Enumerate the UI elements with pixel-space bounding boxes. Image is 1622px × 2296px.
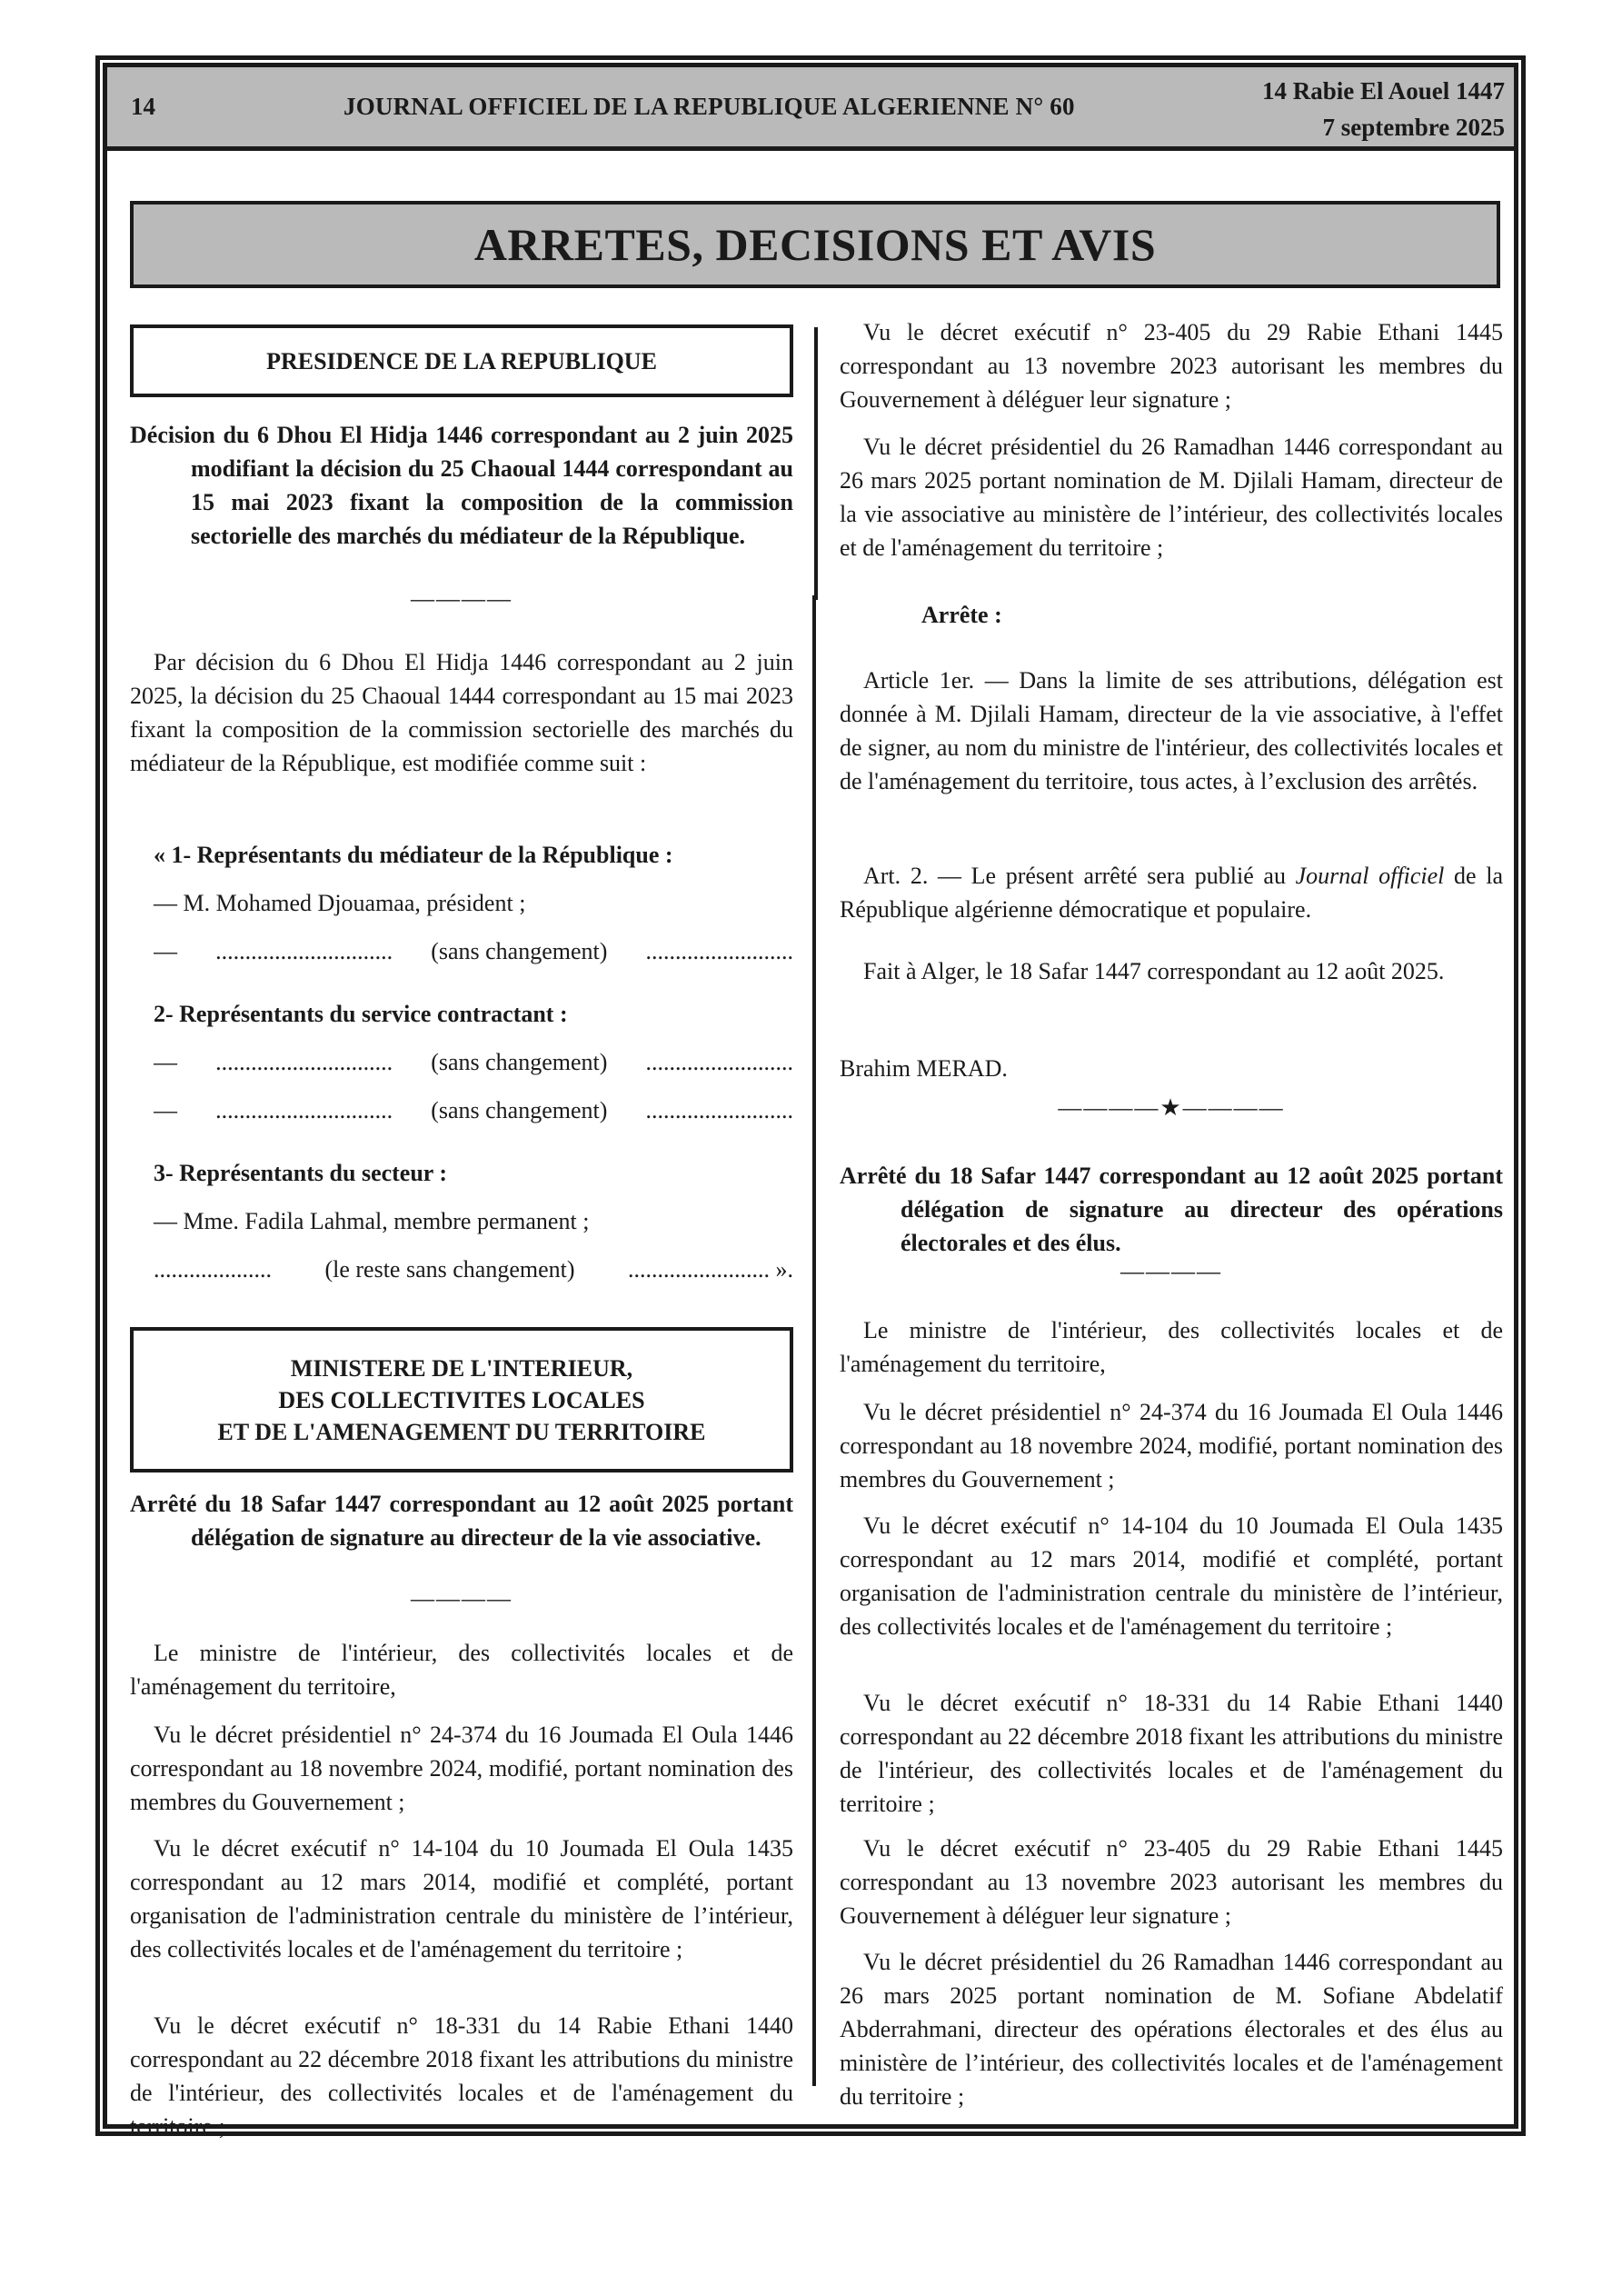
journal-header — [107, 67, 1514, 151]
arrete1-visa-3: Vu le décret exécutif n° 18-331 du 14 Rabie Ethani 1440 correspondant au 22 décembre 2018 fixant les attributions du ministre de l'intérieur, des collectivités locales et de l'aménagement du territoire ; — [130, 2012, 793, 2140]
arrete1-visa-1: Vu le décret présidentiel n° 24-374 du 16 Joumada El Oula 1446 correspondant au 18 novembre 2024, modifié, portant nomination des membres du Gouvernement ; — [130, 1722, 793, 1815]
arrete1-visa-4: Vu le décret exécutif n° 23-405 du 29 Rabie Ethani 1445 correspondant au 13 novembre 2023 autorisant les membres du Gouvernement à déléguer leur signature ; — [840, 319, 1503, 413]
ministry-heading-line2: DES COLLECTIVITES LOCALES — [278, 1386, 645, 1413]
issue-dates — [1262, 73, 1505, 145]
arrete2-visa-3: Vu le décret exécutif n° 18-331 du 14 Rabie Ethani 1440 correspondant au 22 décembre 2018 fixant les attributions du ministre de l'intérieur, des collectivités locales et de l'aménagement du territoire ; — [840, 1690, 1503, 1817]
list-heading-3: 3- Représentants du secteur : — [154, 1160, 448, 1186]
hijri-date: 14 Rabie El Aouel 1447 — [1261, 77, 1505, 105]
arrete2-visa-2: Vu le décret exécutif n° 14-104 du 10 Joumada El Oula 1435 correspondant au 12 mars 2014, modifié et complété, portant organisation de l'administration centrale du ministère de l’intérieur, des collectivités locales et de l'aménagement du territoire ; — [840, 1512, 1503, 1640]
article-2: Art. 2. — Le présent arrêté sera publié au Journal officiel de la République algérienne démocratique et populaire. — [840, 863, 1503, 923]
signature: Brahim MERAD. — [840, 1055, 1008, 1082]
ministry-heading-line3: ET DE L'AMENAGEMENT DU TERRITOIRE — [217, 1418, 706, 1445]
arrete2-preamble: Le ministre de l'intérieur, des collectivités locales et de l'aménagement du territoire, — [840, 1317, 1503, 1377]
column-divider-top — [814, 327, 818, 600]
arrete1-visa-5: Vu le décret présidentiel du 26 Ramadhan 1446 correspondant au 26 mars 2025 portant nomination de M. Djilali Hamam, directeur de la vie associative au ministère de l’intérieur, des collectivités locales et de l'aménagement du territoire ; — [840, 434, 1503, 561]
decision-separator: ———— — [411, 585, 512, 612]
column-divider — [812, 595, 816, 2086]
list-item-unchanged: — .............................. (sans changement) ......................... — [154, 938, 793, 964]
arrete2-visa-1: Vu le décret présidentiel n° 24-374 du 16 Joumada El Oula 1446 correspondant au 18 novembre 2024, modifié, portant nomination des membres du Gouvernement ; — [840, 1399, 1503, 1492]
arrete2-visa-5: Vu le décret présidentiel du 26 Ramadhan 1446 correspondant au 26 mars 2025 portant nomination de M. Sofiane Abdelatif Abderrahmani, directeur des opérations électorales et des élus au ministère de l’intérieur, des collectivités locales et de l'aménagement du territoire ; — [840, 1949, 1503, 2110]
arrete1-visa-2: Vu le décret exécutif n° 14-104 du 10 Joumada El Oula 1435 correspondant au 12 mars 2014, modifié et complété, portant organisation de l'administration centrale du ministère de l’intérieur, des collectivités locales et de l'aménagement du territoire ; — [130, 1835, 793, 1962]
arrete-label: Arrête : — [921, 602, 1002, 628]
fait-a-alger: Fait à Alger, le 18 Safar 1447 correspondant au 12 août 2025. — [863, 958, 1445, 984]
arrete2-separator: ———— — [1120, 1258, 1222, 1284]
list-item-unchanged: — .............................. (sans changement) ......................... — [154, 1097, 793, 1123]
decision-title: Décision du 6 Dhou El Hidja 1446 correspondant au 2 juin 2025 modifiant la décision du 25 Chaoual 1444 correspondant au 15 mai 2023 fixant la composition de la commission sectorielle des marchés du médiateur de la République. — [130, 422, 793, 549]
arrete2-visa-4: Vu le décret exécutif n° 23-405 du 29 Rabie Ethani 1445 correspondant au 13 novembre 2023 autorisant les membres du Gouvernement à déléguer leur signature ; — [840, 1835, 1503, 1929]
section-banner — [130, 201, 1500, 288]
journal-title: JOURNAL OFFICIEL DE LA REPUBLIQUE ALGERIENNE N° 60 — [343, 93, 1075, 120]
article-1: Article 1er. — Dans la limite de ses attributions, délégation est donnée à M. Djilali Hamam, directeur de la vie associative, à l'effet de signer, au nom du ministre de l'intérieur, des collectivités locales et de l'aménagement du territoire, tous actes, à l’exclusion des arrêtés. — [840, 667, 1503, 794]
journal-officiel-italic: Journal officiel — [1295, 863, 1445, 889]
decision-body: Par décision du 6 Dhou El Hidja 1446 correspondant au 2 juin 2025, la décision du 25 Chaoual 1444 correspondant au 15 mai 2023 fixant la composition de la commission sectorielle des marchés du médiateur de la République, est modifiée comme suit : — [130, 649, 793, 776]
list-item-president: — M. Mohamed Djouamaa, président ; — [154, 890, 526, 916]
list-item-unchanged: — .............................. (sans changement) ......................... — [154, 1049, 793, 1075]
ministry-heading-box — [130, 1327, 793, 1472]
presidence-heading: PRESIDENCE DE LA REPUBLIQUE — [266, 347, 657, 374]
list-heading-2: 2- Représentants du service contractant : — [154, 1001, 568, 1027]
presidence-heading-box — [130, 324, 793, 397]
arrete2-title: Arrêté du 18 Safar 1447 correspondant au 12 août 2025 portant délégation de signature au directeur des opérations électorales et des élus. — [840, 1163, 1503, 1256]
arrete1-preamble: Le ministre de l'intérieur, des collectivités locales et de l'aménagement du territoire, — [130, 1640, 793, 1700]
list-heading-1: « 1- Représentants du médiateur de la République : — [154, 842, 673, 868]
gregorian-date: 7 septembre 2025 — [1322, 114, 1505, 141]
arrete1-title: Arrêté du 18 Safar 1447 correspondant au 12 août 2025 portant délégation de signature au directeur de la vie associative. — [130, 1491, 793, 1551]
arrete1-separator: ———— — [411, 1585, 512, 1612]
star-separator: ————★———— — [1058, 1094, 1285, 1121]
section-title: ARRETES, DECISIONS ET AVIS — [473, 219, 1157, 270]
list-item-rest-unchanged: .................... (le reste sans changement) ........................ ». — [154, 1256, 793, 1283]
list-item-member: — Mme. Fadila Lahmal, membre permanent ; — [154, 1208, 590, 1234]
ministry-heading-line1: MINISTERE DE L'INTERIEUR, — [290, 1354, 633, 1382]
page-number: 14 — [131, 93, 155, 120]
